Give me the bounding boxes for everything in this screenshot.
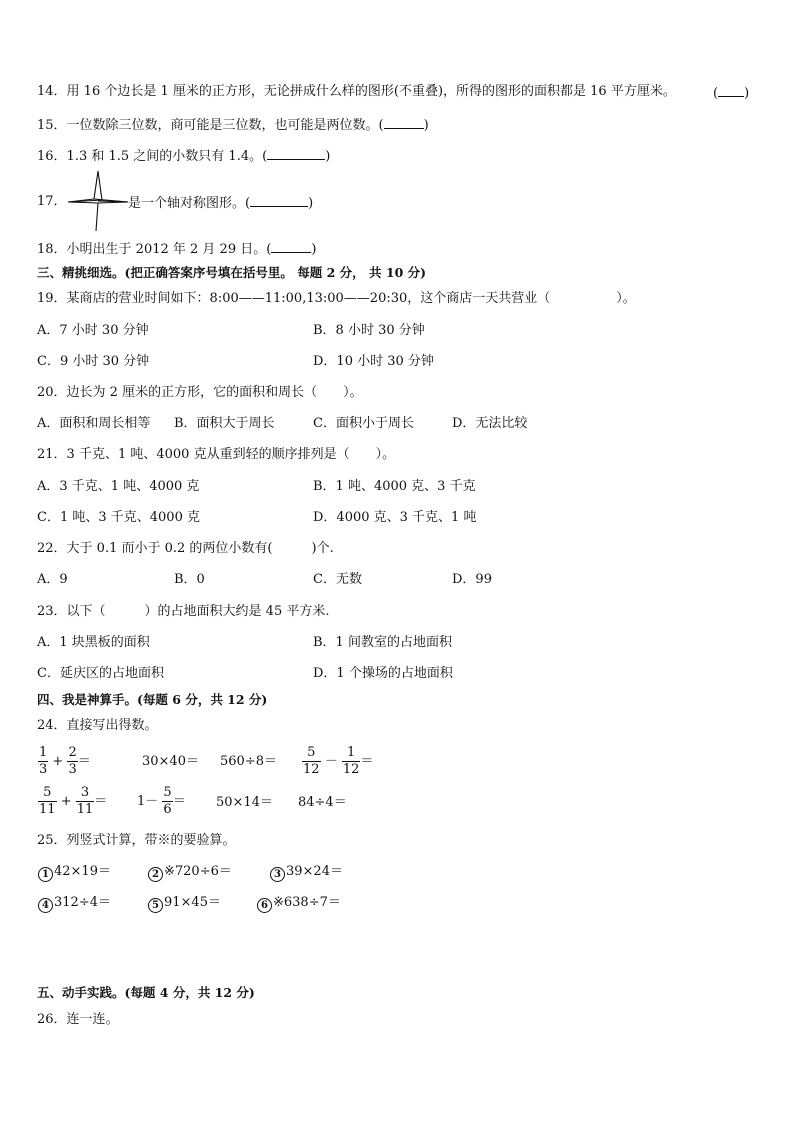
circled-number: 4 <box>38 898 53 913</box>
question-19-option-c[interactable]: C．9 小时 30 分钟 <box>37 354 150 369</box>
question-14 <box>37 84 676 100</box>
question-16-answer-blank[interactable]: ( ) <box>262 149 331 164</box>
vertical-calc-6[interactable]: 6 ※638÷7＝ <box>257 895 341 913</box>
fraction-expression-4[interactable]: $\frac{5}{12}$ － $\frac{1}{12}$ ＝ <box>303 745 374 777</box>
question-20-option-c[interactable]: C．面积小于周长 <box>313 416 414 431</box>
expression-84div4[interactable]: 84÷4＝ <box>298 795 347 810</box>
question-19-text: 19．某商店的营业时间如下：8:00——11:00,13:00——20:30，这个商店一天共营业（ <box>37 291 551 306</box>
question-16-text: 16．1.3 和 1.5 之间的小数只有 1.4。 <box>37 149 263 164</box>
section-4-heading: 四、我是神算手。(每题 6 分，共 12 分) <box>37 692 268 707</box>
question-21-option-b[interactable]: B．1 吨、4000 克、3 千克 <box>313 479 476 494</box>
question-23-option-c[interactable]: C．延庆区的占地面积 <box>37 666 164 681</box>
question-17-answer-blank[interactable]: ( ) <box>245 196 314 211</box>
question-19-option-a[interactable]: A．7 小时 30 分钟 <box>37 323 149 338</box>
question-18-answer-blank[interactable]: ( ) <box>266 242 317 257</box>
question-21: 21．3 千克、1 吨、4000 克从重到轻的顺序排列是（ ）。 <box>37 447 396 462</box>
vertical-calc-2[interactable]: 2 ※720÷6＝ <box>148 864 232 882</box>
vertical-calc-1[interactable]: 1 42×19＝ <box>38 864 111 882</box>
vertical-calc-3[interactable]: 3 39×24＝ <box>270 864 343 882</box>
question-21-option-d[interactable]: D．4000 克、3 千克、1 吨 <box>313 510 477 525</box>
question-22-option-d[interactable]: D．99 <box>452 572 492 587</box>
question-20-option-d[interactable]: D．无法比较 <box>452 416 528 431</box>
question-21-option-c[interactable]: C．1 吨、3 千克、4000 克 <box>37 510 200 525</box>
section-5-heading: 五、动手实践。(每题 4 分，共 12 分) <box>37 985 255 1000</box>
pinwheel-figure <box>66 169 130 233</box>
question-18-text: 18．小明出生于 2012 年 2 月 29 日。 <box>37 242 267 257</box>
question-25-title: 25．列竖式计算，带※的要验算。 <box>37 833 236 848</box>
vertical-calc-4[interactable]: 4 312÷4＝ <box>38 895 111 913</box>
question-14-text: 14．用 16 个边长是 1 厘米的正方形，无论拼成什么样的图形(不重叠)，所得的图形的面积都是 16 平方厘米。 <box>37 84 676 99</box>
question-17-text: 是一个轴对称图形。 <box>128 196 246 211</box>
circled-number: 2 <box>148 867 163 882</box>
question-20-option-a[interactable]: A．面积和周长相等 <box>37 416 151 431</box>
circled-number: 6 <box>257 898 272 913</box>
fraction-expression-6[interactable]: 1－ $\frac{5}{6}$ ＝ <box>137 785 186 817</box>
question-15 <box>37 116 429 134</box>
circled-number: 5 <box>148 898 163 913</box>
circled-number: 3 <box>270 867 285 882</box>
question-19-option-d[interactable]: D．10 小时 30 分钟 <box>313 354 434 369</box>
question-22: 22．大于 0.1 而小于 0.2 的两位小数有( )个. <box>37 541 334 556</box>
question-22-option-a[interactable]: A．9 <box>37 572 68 587</box>
question-20-option-b[interactable]: B．面积大于周长 <box>174 416 275 431</box>
expression-30x40[interactable]: 30×40＝ <box>142 754 199 769</box>
question-26: 26．连一连。 <box>37 1012 119 1027</box>
question-24-title: 24．直接写出得数。 <box>37 718 158 733</box>
question-19-option-b[interactable]: B．8 小时 30 分钟 <box>313 323 425 338</box>
question-14-answer-blank[interactable]: ( ) <box>713 86 750 101</box>
section-3-heading: 三、精挑细选。(把正确答案序号填在括号里。 每题 2 分， 共 10 分) <box>37 265 427 280</box>
question-23-option-b[interactable]: B．1 间教室的占地面积 <box>313 635 452 650</box>
question-15-text: 15．一位数除三位数，商可能是三位数，也可能是两位数。 <box>37 118 379 133</box>
fraction-expression-1[interactable]: $\frac{1}{3}$ + $\frac{2}{3}$ ＝ <box>39 745 91 777</box>
question-23-option-a[interactable]: A．1 块黑板的面积 <box>37 635 150 650</box>
expression-560div8[interactable]: 560÷8＝ <box>220 754 277 769</box>
expression-50x14[interactable]: 50×14＝ <box>216 795 273 810</box>
circled-number: 1 <box>38 867 53 882</box>
question-19: 19．某商店的营业时间如下：8:00——11:00,13:00——20:30，这个商店一天共营业（ ）。 <box>37 291 636 306</box>
question-16 <box>37 147 330 165</box>
vertical-calc-5[interactable]: 5 91×45＝ <box>148 895 221 913</box>
question-23-option-d[interactable]: D．1 个操场的占地面积 <box>313 666 453 681</box>
question-18 <box>37 240 316 258</box>
question-17-number: 17． <box>37 194 67 209</box>
question-20: 20．边长为 2 厘米的正方形，它的面积和周长（ ）。 <box>37 385 363 400</box>
fraction-expression-5[interactable]: $\frac{5}{11}$ + $\frac{3}{11}$ ＝ <box>39 785 108 817</box>
question-17 <box>128 194 313 212</box>
question-22-option-b[interactable]: B．0 <box>174 572 205 587</box>
question-23: 23．以下（ ）的占地面积大约是 45 平方米. <box>37 604 330 619</box>
question-22-option-c[interactable]: C．无数 <box>313 572 362 587</box>
question-21-option-a[interactable]: A．3 千克、1 吨、4000 克 <box>37 479 200 494</box>
question-15-answer-blank[interactable]: ( ) <box>378 118 429 133</box>
